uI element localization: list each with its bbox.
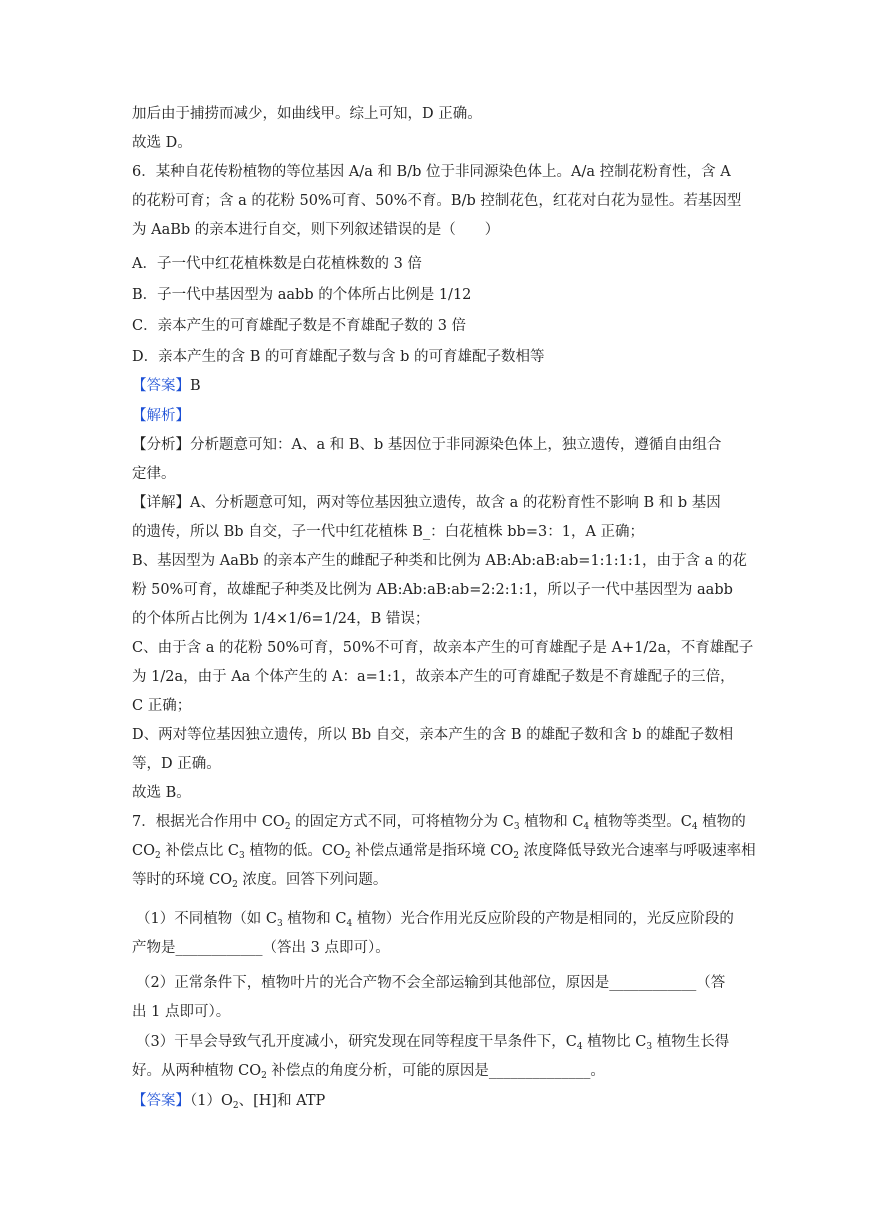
text-line: 故选 B。 <box>132 785 191 801</box>
question-6-stem: 的花粉可育；含 a 的花粉 50%可育、50%不育。B/b 控制花色，红花对白花为显性。若基因型 <box>132 193 742 209</box>
xiangjie-line: 【详解】A、分析题意可知，两对等位基因独立遗传，故含 a 的花粉育性不影响 B 和 b 基因 <box>132 495 721 511</box>
text-line: B、基因型为 AaBb 的亲本产生的雌配子种类和比例为 AB:Ab:aB:ab=1:1:1:1，由于含 a 的花 <box>132 553 747 569</box>
fenxi-line: 【分析】分析题意可知：A、a 和 B、b 基因位于非同源染色体上，独立遗传，遵循自由组合 <box>132 437 722 453</box>
analysis-line <box>132 406 190 426</box>
text-line: 故选 D。 <box>132 135 192 151</box>
text-line: 的个体所占比例为 1/4×1/6=1/24，B 错误； <box>132 611 430 627</box>
text-line: 等，D 正确。 <box>132 756 221 772</box>
answer-line <box>132 376 201 396</box>
text-line: 加后由于捕捞而减少，如曲线甲。综上可知，D 正确。 <box>132 106 482 122</box>
option-a: A．子一代中红花植株数是白花植株数的 3 倍 <box>132 256 422 272</box>
option-c: C．亲本产生的可育雄配子数是不育雄配子数的 3 倍 <box>132 318 467 334</box>
answer-value: B <box>190 378 201 394</box>
question-6-stem: 为 AaBb 的亲本进行自交，则下列叙述错误的是（ ） <box>132 222 500 238</box>
question-6-stem: 6．某种自花传粉植物的等位基因 A/a 和 B/b 位于非同源染色体上。A/a 控制花粉育性，含 A <box>132 164 731 180</box>
question-7-stem: 7．根据光合作用中 $CO_2$ 的固定方式不同，可将植物分为 $C_3$ 植物和 $C_4$ 植物等类型。$C_4$ 植物的 <box>132 814 746 832</box>
text-line: 粉 50%可育，故雄配子种类及比例为 AB:Ab:aB:ab=2:2:1:1，所以子一代中基因型为 aabb <box>132 582 733 598</box>
subquestion-2: 出 1 点即可）。 <box>132 1004 231 1020</box>
answer-tag: 【答案】 <box>132 1093 190 1109</box>
analysis-tag: 【解析】 <box>132 408 190 424</box>
answer-line: 【答案】$(1)O_2$、[H]和 ATP <box>132 1093 326 1111</box>
subquestion-1: 产物是____________（答出 3 点即可）。 <box>132 940 390 956</box>
text-line: C、由于含 a 的花粉 50%可育，50%不可育，故亲本产生的可育雄配子是 A+1/2a，不育雄配子 <box>132 640 754 656</box>
text-line: 的遗传，所以 Bb 自交，子一代中红花植株 B_：白花植株 bb=3：1，A 正确； <box>132 524 645 540</box>
subquestion-2: （2）正常条件下，植物叶片的光合产物不会全部运输到其他部位，原因是____________（答 <box>136 975 726 991</box>
question-7-stem: $CO_2$ 补偿点比 $C_3$ 植物的低。$CO_2$ 补偿点通常是指环境 $CO_2$ 浓度降低导致光合速率与呼吸速率相 <box>132 843 756 861</box>
subquestion-1: （1）不同植物（如 $C_3$ 植物和 $C_4$ 植物）光合作用光反应阶段的产物是相同的，光反应阶段的 <box>136 911 734 929</box>
option-b: B．子一代中基因型为 aabb 的个体所占比例是 1/12 <box>132 287 472 303</box>
text-line: 定律。 <box>132 466 176 482</box>
answer-tag: 【答案】 <box>132 378 190 394</box>
subquestion-3: （3）干旱会导致气孔开度减小，研究发现在同等程度干旱条件下，$C_4$ 植物比 $C_3$ 植物生长得 <box>136 1034 730 1052</box>
text-line: C 正确； <box>132 698 192 714</box>
text-line: D、两对等位基因独立遗传，所以 Bb 自交，亲本产生的含 B 的雄配子数和含 b 的雄配子数相 <box>132 727 734 743</box>
text-line: 为 1/2a，由于 Aa 个体产生的 A：a=1:1，故亲本产生的可育雄配子数是不育雄配子的三倍， <box>132 669 735 685</box>
fenxi-tag: 【分析】 <box>132 437 190 453</box>
subquestion-3: 好。从两种植物 $CO_2$ 补偿点的角度分析，可能的原因是______________。 <box>132 1063 605 1081</box>
question-7-stem: 等时的环境 $CO_2$ 浓度。回答下列问题。 <box>132 872 388 890</box>
xiangjie-tag: 【详解】 <box>132 495 190 511</box>
option-d: D．亲本产生的含 B 的可育雄配子数与含 b 的可育雄配子数相等 <box>132 349 545 365</box>
